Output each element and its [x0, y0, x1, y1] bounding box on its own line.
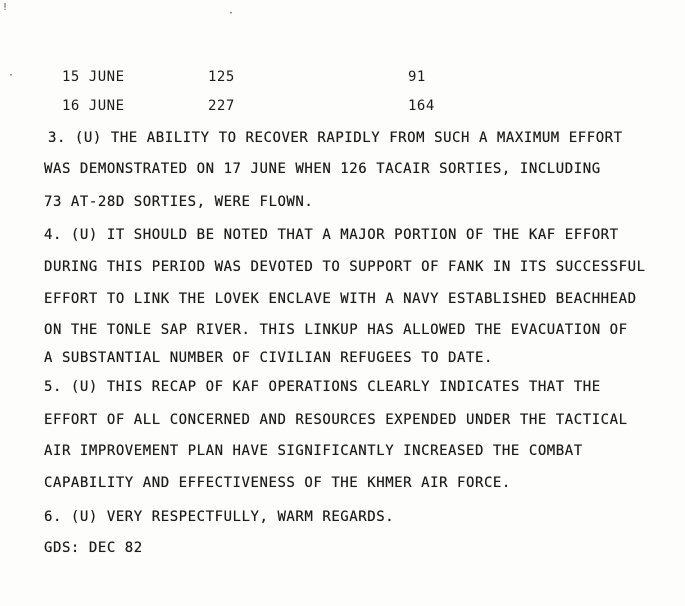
- paragraph-5-line-2: EFFORT OF ALL CONCERNED AND RESOURCES EXPENDED UNDER THE TACTICAL: [44, 412, 628, 428]
- paragraph-4-line-4: ON THE TONLE SAP RIVER. THIS LINKUP HAS ALLOWED THE EVACUATION OF: [44, 322, 628, 338]
- scan-mark: ·: [8, 70, 15, 81]
- paragraph-3-line-3: 73 AT-28D SORTIES, WERE FLOWN.: [44, 194, 314, 210]
- table-cell-value-a: 227: [208, 98, 235, 114]
- scan-mark: ·: [228, 8, 235, 19]
- table-cell-value-a: 125: [208, 69, 235, 85]
- table-cell-value-b: 164: [408, 98, 435, 114]
- paragraph-5-line-1: 5. (U) THIS RECAP OF KAF OPERATIONS CLEARLY INDICATES THAT THE: [44, 379, 601, 395]
- scan-mark: !: [2, 2, 9, 13]
- paragraph-3-line-2: WAS DEMONSTRATED ON 17 JUNE WHEN 126 TACAIR SORTIES, INCLUDING: [44, 161, 601, 177]
- paragraph-5-line-4: CAPABILITY AND EFFECTIVENESS OF THE KHMER AIR FORCE.: [44, 475, 511, 491]
- paragraph-6-line-1: 6. (U) VERY RESPECTFULLY, WARM REGARDS.: [44, 509, 395, 525]
- table-cell-date: 16 JUNE: [62, 98, 125, 114]
- declassification-line: GDS: DEC 82: [44, 540, 143, 556]
- paragraph-4-line-2: DURING THIS PERIOD WAS DEVOTED TO SUPPORT OF FANK IN ITS SUCCESSFUL: [44, 259, 646, 275]
- paragraph-5-line-3: AIR IMPROVEMENT PLAN HAVE SIGNIFICANTLY INCREASED THE COMBAT: [44, 443, 583, 459]
- paragraph-3-line-1: 3. (U) THE ABILITY TO RECOVER RAPIDLY FROM SUCH A MAXIMUM EFFORT: [48, 130, 623, 146]
- paragraph-4-line-3: EFFORT TO LINK THE LOVEK ENCLAVE WITH A NAVY ESTABLISHED BEACHHEAD: [44, 291, 637, 307]
- table-cell-date: 15 JUNE: [62, 69, 125, 85]
- paragraph-4-line-5: A SUBSTANTIAL NUMBER OF CIVILIAN REFUGEES TO DATE.: [44, 350, 493, 366]
- paragraph-4-line-1: 4. (U) IT SHOULD BE NOTED THAT A MAJOR PORTION OF THE KAF EFFORT: [44, 227, 619, 243]
- table-cell-value-b: 91: [408, 69, 426, 85]
